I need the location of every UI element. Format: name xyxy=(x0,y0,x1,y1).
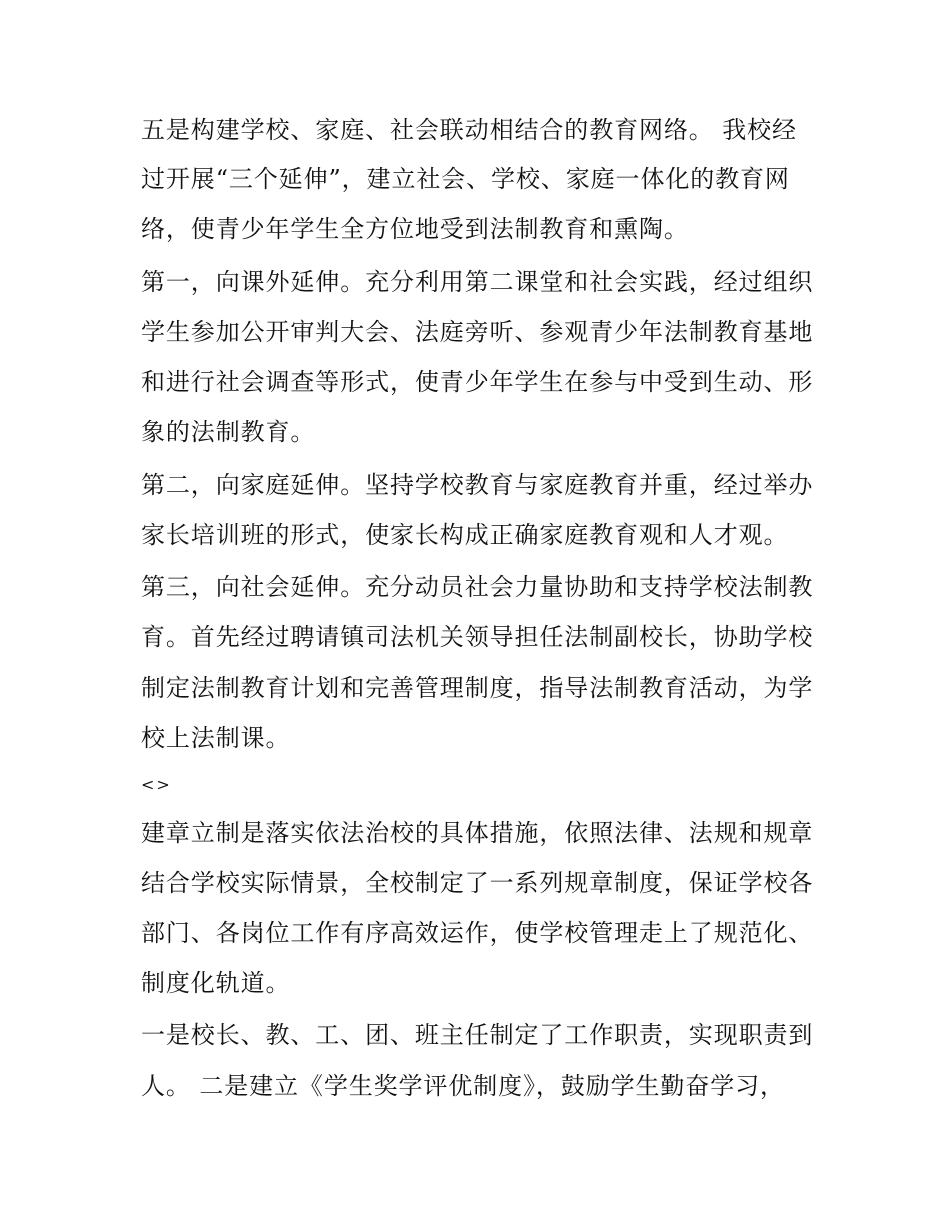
text-line-20: 人。 二是建立《学生奖学评优制度》，鼓励学生勤奋学习， xyxy=(141,1072,785,1100)
text-line-5: 学生参加公开审判大会、法庭旁听、参观青少年法制教育基地 xyxy=(141,318,814,346)
text-line-12: 制定法制教育计划和完善管理制度，指导法制教育活动，为学 xyxy=(141,674,814,702)
text-line-11: 育。首先经过聘请镇司法机关领导担任法制副校长，协助学校 xyxy=(141,623,814,651)
text-line-13: 校上法制课。 xyxy=(141,724,291,752)
text-line-8: 第二，向家庭延伸。坚持学校教育与家庭教育并重，经过举办 xyxy=(141,471,814,499)
text-line-6: 和进行社会调查等形式，使青少年学生在参与中受到生动、形 xyxy=(141,368,814,396)
text-line-19: 一是校长、教、工、团、班主任制定了工作职责，实现职责到 xyxy=(141,1021,814,1049)
text-line-10: 第三，向社会延伸。充分动员社会力量协助和支持学校法制教 xyxy=(141,573,814,601)
text-line-16: 结合学校实际情景，全校制定了一系列规章制度，保证学校各 xyxy=(141,869,814,897)
text-line-9: 家长培训班的形式，使家长构成正确家庭教育观和人才观。 xyxy=(141,521,789,549)
placeholder-marker: <> xyxy=(141,775,172,794)
text-line-18: 制度化轨道。 xyxy=(141,969,291,997)
text-line-1: 五是构建学校、家庭、社会联动相结合的教育网络。 我校经 xyxy=(141,116,797,144)
text-line-3: 络，使青少年学生全方位地受到法制教育和熏陶。 xyxy=(141,215,689,243)
text-line-7: 象的法制教育。 xyxy=(141,418,316,446)
text-line-2: 过开展“三个延伸”，建立社会、学校、家庭一体化的教育网 xyxy=(141,165,790,193)
text-line-17: 部门、各岗位工作有序高效运作，使学校管理走上了规范化、 xyxy=(141,919,814,947)
text-line-4: 第一，向课外延伸。充分利用第二课堂和社会实践，经过组织 xyxy=(141,268,814,296)
text-line-15: 建章立制是落实依法治校的具体措施，依照法律、法规和规章 xyxy=(141,819,814,847)
